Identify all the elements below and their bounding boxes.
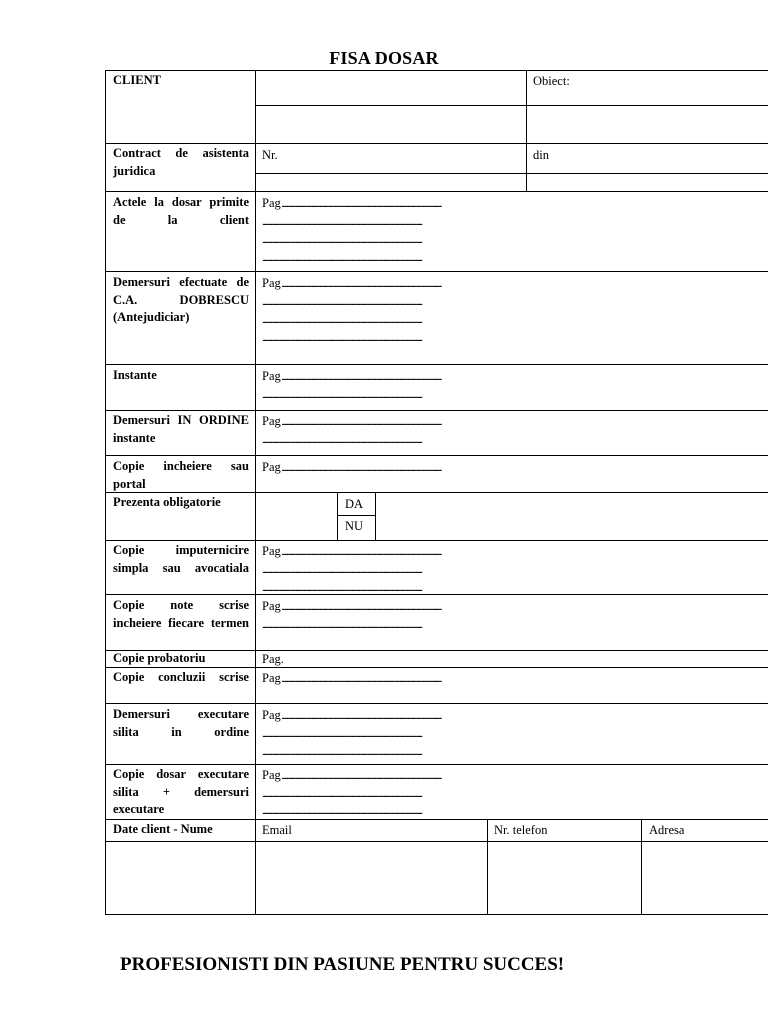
column-divider [375, 492, 376, 540]
demersuri-efectuate-dotted-line[interactable] [262, 328, 768, 347]
row-line [255, 105, 768, 106]
contract-din-field[interactable]: din [533, 148, 549, 162]
row-line [105, 819, 768, 820]
demersuri-efectuate-dotted-line[interactable] [262, 292, 768, 311]
row-line [105, 455, 768, 456]
row-line [105, 191, 768, 192]
contract-nr-field[interactable]: Nr. [262, 148, 278, 162]
label-client: CLIENT [113, 73, 161, 87]
checkbox-da[interactable]: DA [345, 497, 364, 511]
label-copie-imputernicire: Copie imputernicire simpla sau avocatiala [113, 543, 249, 575]
adresa-header: Adresa [649, 823, 685, 837]
actele-pag-line[interactable]: Pag . . . [262, 194, 768, 213]
label-copie-note: Copie note scrise incheiere fiecare termen [113, 598, 249, 630]
row-line [105, 703, 768, 704]
column-divider [337, 492, 338, 540]
demersuri-executare-dotted-line[interactable] [262, 742, 768, 761]
row-line [105, 841, 768, 842]
copie-note-dotted-line[interactable] [262, 615, 768, 634]
row-line [255, 173, 768, 174]
label-contract: Contract de asistenta juridica [113, 146, 249, 178]
actele-dotted-line[interactable] [262, 248, 768, 267]
row-line [105, 764, 768, 765]
label-copie-incheiere: Copie incheiere sau portal [113, 459, 249, 491]
row-line [105, 143, 768, 144]
label-copie-probatoriu: Copie probatoriu [113, 651, 206, 665]
footer-slogan: PROFESIONISTI DIN PASIUNE PENTRU SUCCES! [120, 954, 565, 975]
instante-pag-line[interactable]: Pag . . . [262, 367, 768, 386]
row-line [105, 594, 768, 595]
demersuri-efectuate-pag-line[interactable]: Pag . . . [262, 274, 768, 293]
copie-concluzii-pag-line[interactable]: Pag . . . [262, 669, 768, 688]
row-line [337, 515, 375, 516]
demersuri-in-ordine-pag-line[interactable]: Pag . . . [262, 412, 768, 431]
column-divider [641, 819, 642, 914]
copie-probatoriu-pag[interactable]: Pag. [262, 652, 284, 666]
obiect-field[interactable]: Obiect: [533, 74, 570, 88]
email-header: Email [262, 823, 292, 837]
label-copie-concluzii: Copie concluzii scrise [113, 670, 249, 684]
demersuri-executare-pag-line[interactable]: Pag . . . [262, 706, 768, 725]
copie-incheiere-pag-line[interactable]: Pag . . . [262, 458, 768, 477]
column-divider [487, 819, 488, 914]
label-demersuri-efectuate: Demersuri efectuate de C.A. DOBRESCU (Antejudiciar) [113, 275, 249, 324]
instante-dotted-line[interactable] [262, 385, 768, 404]
label-instante: Instante [113, 368, 157, 382]
label-demersuri-in-ordine: Demersuri IN ORDINE instante [113, 413, 249, 445]
page-title: FISA DOSAR [329, 48, 439, 68]
demersuri-in-ordine-dotted-line[interactable] [262, 430, 768, 449]
label-date-client: Date client - Nume [113, 822, 213, 836]
copie-imputernicire-pag-line[interactable]: Pag . . . [262, 542, 768, 561]
row-line [105, 271, 768, 272]
copie-dosar-pag-line[interactable]: Pag . . . [262, 766, 768, 785]
row-line [105, 410, 768, 411]
label-actele: Actele la dosar primite de la client [113, 195, 249, 227]
actele-dotted-line[interactable] [262, 212, 768, 231]
row-line [105, 364, 768, 365]
copie-dosar-dotted-line[interactable] [262, 801, 768, 818]
copie-imputernicire-dotted-line[interactable] [262, 560, 768, 579]
demersuri-executare-dotted-line[interactable] [262, 724, 768, 743]
row-line [105, 914, 768, 915]
actele-dotted-line[interactable] [262, 230, 768, 249]
row-line [105, 70, 768, 71]
checkbox-nu[interactable]: NU [345, 519, 364, 533]
telefon-header: Nr. telefon [494, 823, 548, 837]
column-divider [526, 70, 527, 191]
demersuri-efectuate-dotted-line[interactable] [262, 310, 768, 329]
label-prezenta: Prezenta obligatorie [113, 495, 221, 509]
label-copie-dosar: Copie dosar executare silita + demersuri executare [113, 767, 249, 816]
copie-imputernicire-dotted-line[interactable] [262, 578, 768, 594]
label-demersuri-executare: Demersuri executare silita in ordine [113, 707, 249, 739]
row-line [105, 540, 768, 541]
copie-note-pag-line[interactable]: Pag . . . [262, 597, 768, 616]
